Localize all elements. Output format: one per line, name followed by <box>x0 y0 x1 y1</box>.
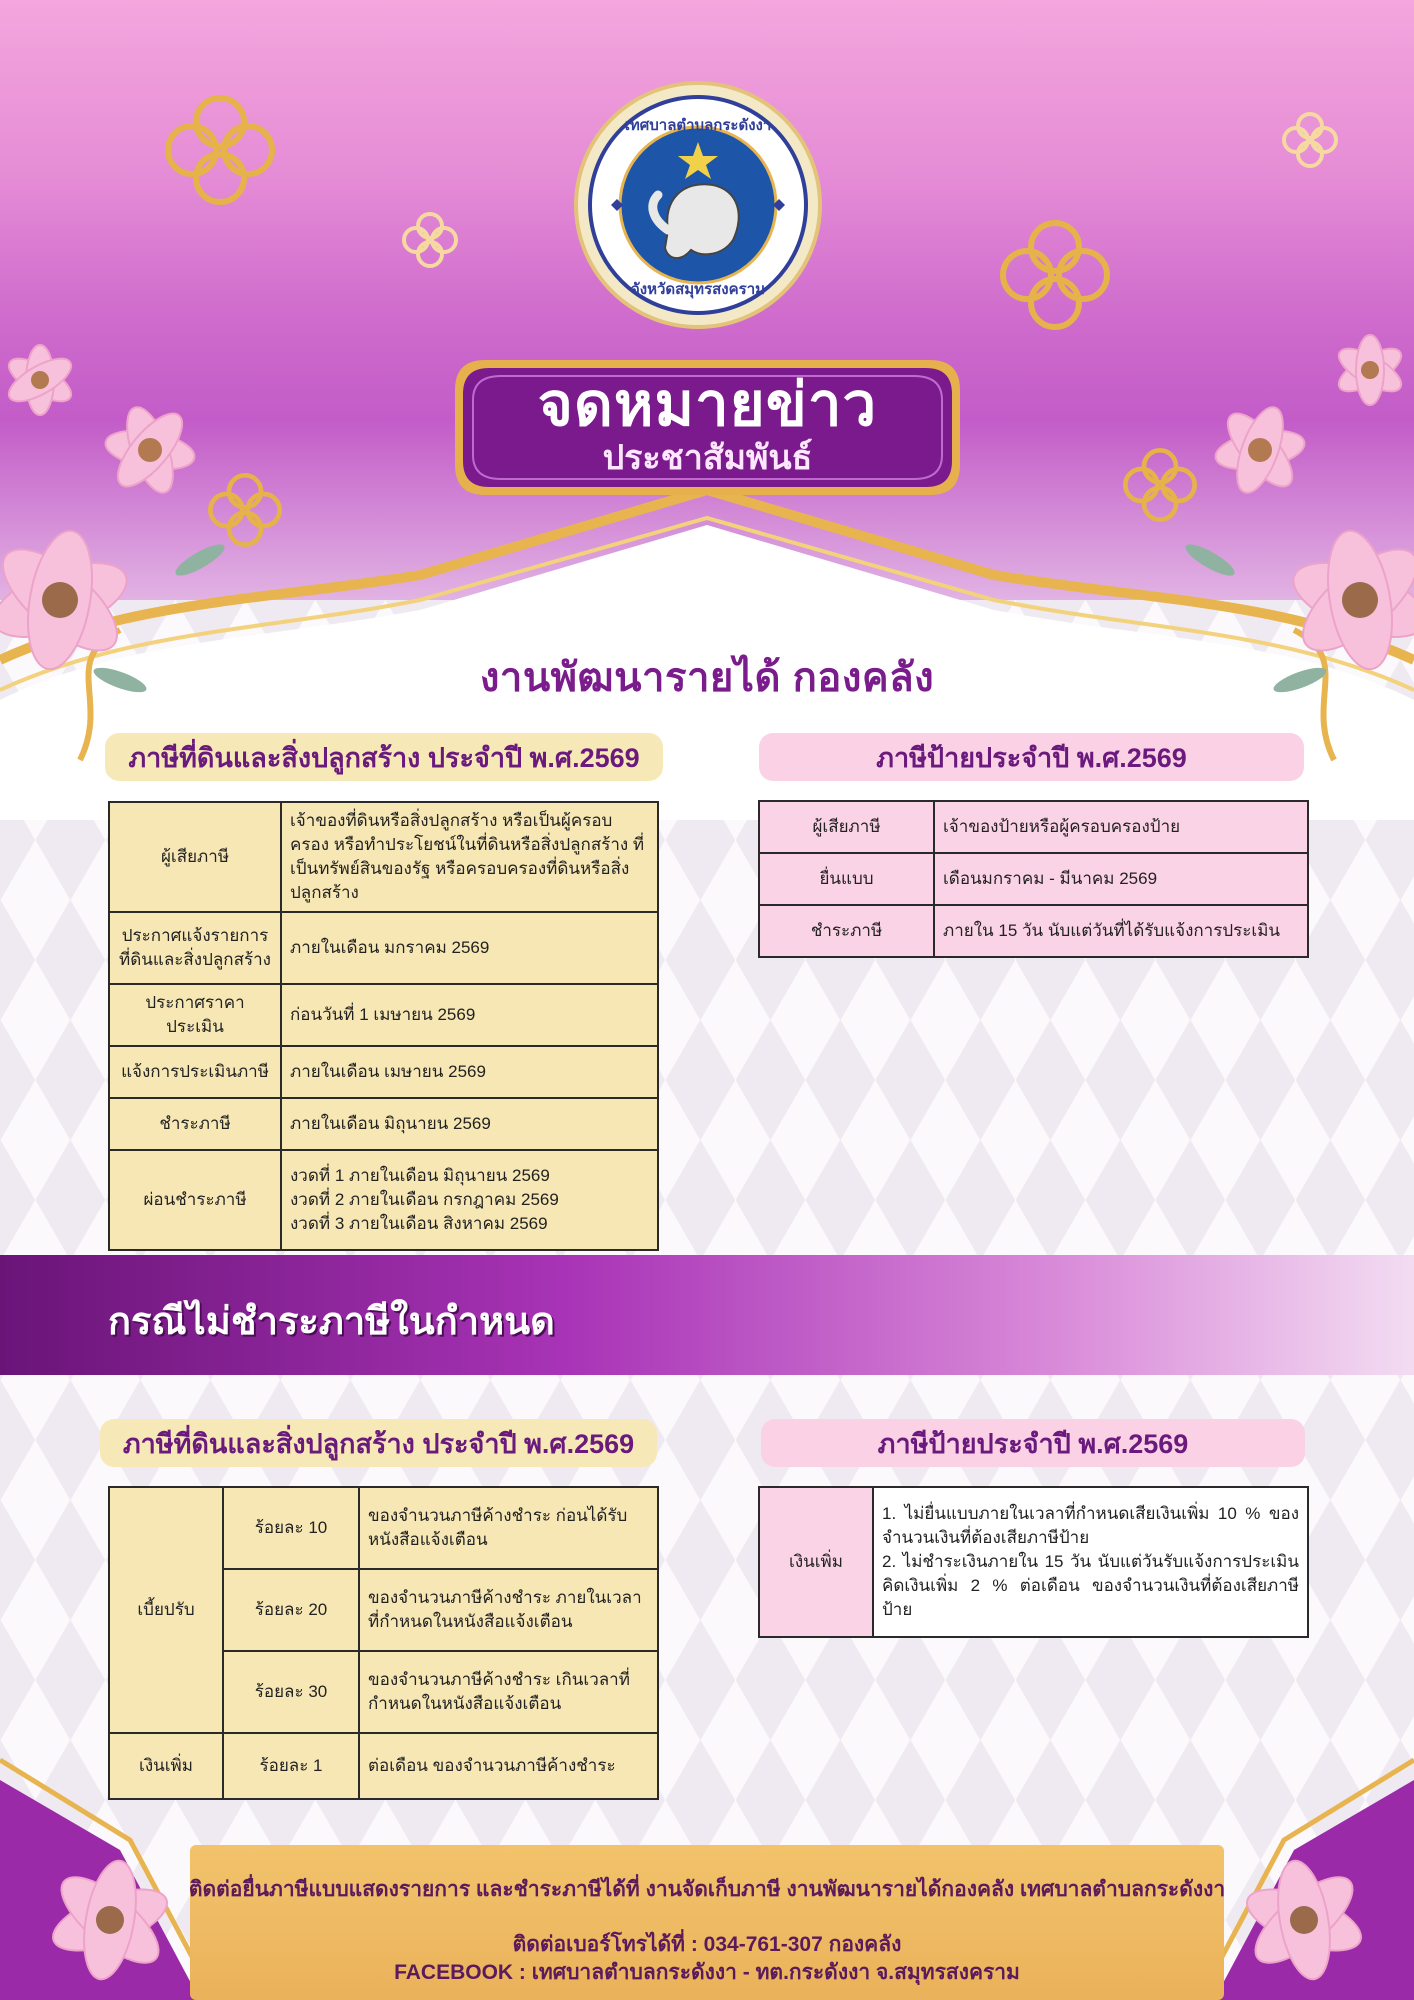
table-cell-value <box>281 1150 658 1250</box>
department-title: งานพัฒนารายได้ กองคลัง <box>479 656 935 700</box>
late-sign-tax-table <box>758 1486 1309 1638</box>
ornament-icon <box>160 90 280 210</box>
penalty-desc: ของจำนวนภาษีค้างชำระ ภายในเวลาที่กำหนดในหนังสือแจ้งเตือน <box>359 1569 658 1651</box>
table-row <box>109 802 658 912</box>
table-row <box>759 853 1308 905</box>
table-cell-value: เจ้าของที่ดินหรือสิ่งปลูกสร้าง หรือเป็นผู้ครอบครอง หรือทำประโยชน์ในที่ดินหรือสิ่งปลูกสร้าง ที่เป็นทรัพย์สินของรัฐ หรือครอบครองที่ดินหรือสิ่งปลูกสร้าง <box>281 802 658 912</box>
logo-ring-text: เทศบาลตำบลกระดังงา <box>624 116 772 134</box>
table-cell-label: ชำระภาษี <box>109 1098 281 1150</box>
penalty-rate: ร้อยละ 10 <box>223 1487 359 1569</box>
footer-phone-text: ติดต่อเบอร์โทรได้ที่ : 034-761-307 กองคลัง <box>512 1933 902 1956</box>
table-cell-label: ประกาศแจ้งรายการที่ดินและสิ่งปลูกสร้าง <box>109 912 281 984</box>
table-cell-label: ชำระภาษี <box>759 905 934 957</box>
late-land-tax-heading: ภาษีที่ดินและสิ่งปลูกสร้าง ประจำปี พ.ศ.2569 <box>100 1419 657 1467</box>
table-cell-value: ภายในเดือน มกราคม 2569 <box>281 912 658 984</box>
table-row <box>109 1046 658 1098</box>
table-cell-value: เดือนมกราคม - มีนาคม 2569 <box>934 853 1308 905</box>
table-row <box>759 1487 1308 1637</box>
table-row <box>109 1487 658 1569</box>
title-banner <box>455 372 960 478</box>
land-tax-schedule-table <box>108 801 659 1251</box>
land-tax-heading: ภาษีที่ดินและสิ่งปลูกสร้าง ประจำปี พ.ศ.2569 <box>105 733 663 781</box>
municipality-logo <box>573 80 823 330</box>
surcharge-label: เงินเพิ่ม <box>109 1733 223 1799</box>
penalty-desc: ของจำนวนภาษีค้างชำระ เกินเวลาที่กำหนดในหนังสือแจ้งเตือน <box>359 1651 658 1733</box>
footer-facebook-link[interactable]: FACEBOOK : เทศบาลตำบลกระดังงา - ทต.กระดังงา จ.สมุทรสงคราม <box>394 1961 1020 1984</box>
table-cell-label: แจ้งการประเมินภาษี <box>109 1046 281 1098</box>
table-cell-value: ก่อนวันที่ 1 เมษายน 2569 <box>281 984 658 1046</box>
installment-line: งวดที่ 1 ภายในเดือน มิถุนายน 2569 <box>290 1166 550 1185</box>
installment-line: งวดที่ 3 ภายในเดือน สิงหาคม 2569 <box>290 1214 548 1233</box>
late-sign-tax-heading: ภาษีป้ายประจำปี พ.ศ.2569 <box>761 1419 1305 1467</box>
table-row <box>109 984 658 1046</box>
penalty-desc: ของจำนวนภาษีค้างชำระ ก่อนได้รับหนังสือแจ้งเตือน <box>359 1487 658 1569</box>
ornament-icon <box>995 215 1115 335</box>
newsletter-subtitle: ประชาสัมพันธ์ <box>602 439 813 477</box>
surcharge-rate: ร้อยละ 1 <box>223 1733 359 1799</box>
penalty-label: เบี้ยปรับ <box>109 1487 223 1733</box>
table-cell-value: ภายในเดือน มิถุนายน 2569 <box>281 1098 658 1150</box>
sign-surcharge-desc <box>873 1487 1308 1637</box>
sign-surcharge-label: เงินเพิ่ม <box>759 1487 873 1637</box>
ornament-icon <box>1280 110 1340 170</box>
table-cell-value: ภายในเดือน เมษายน 2569 <box>281 1046 658 1098</box>
logo-ring-text: จังหวัดสมุทรสงคราม <box>630 280 766 298</box>
table-cell-value: เจ้าของป้ายหรือผู้ครอบครองป้าย <box>934 801 1308 853</box>
ornament-icon <box>400 210 460 270</box>
sign-surcharge-line: 2. ไม่ชำระเงินภายใน 15 วัน นับแต่วันรับแจ้งการประเมิน คิดเงินเพิ่ม 2 % ต่อเดือน ของจำนวนเงินที่ต้องเสียภาษีป้าย <box>882 1552 1299 1619</box>
penalty-rate: ร้อยละ 30 <box>223 1651 359 1733</box>
table-cell-label: ยื่นแบบ <box>759 853 934 905</box>
table-row <box>759 905 1308 957</box>
table-row <box>759 801 1308 853</box>
table-row <box>109 1098 658 1150</box>
table-cell-label: ผู้เสียภาษี <box>759 801 934 853</box>
footer-contact-text: ติดต่อยื่นภาษีแบบแสดงรายการ และชำระภาษีได้ที่ งานจัดเก็บภาษี งานพัฒนารายได้กองคลัง เทศบาลตำบลกระดังงา <box>188 1878 1226 1901</box>
late-payment-title: กรณีไม่ชำระภาษีในกำหนด <box>108 1301 555 1343</box>
table-cell-label: ผ่อนชำระภาษี <box>109 1150 281 1250</box>
newsletter-title: จดหมายข่าว <box>537 371 878 438</box>
table-cell-label: ผู้เสียภาษี <box>109 802 281 912</box>
table-row <box>109 1150 658 1250</box>
table-cell-value: ภายใน 15 วัน นับแต่วันที่ได้รับแจ้งการประเมิน <box>934 905 1308 957</box>
penalty-rate: ร้อยละ 20 <box>223 1569 359 1651</box>
sign-tax-heading: ภาษีป้ายประจำปี พ.ศ.2569 <box>759 733 1304 781</box>
installment-line: งวดที่ 2 ภายในเดือน กรกฎาคม 2569 <box>290 1190 559 1209</box>
surcharge-desc: ต่อเดือน ของจำนวนภาษีค้างชำระ <box>359 1733 658 1799</box>
table-row <box>109 912 658 984</box>
sign-tax-schedule-table <box>758 800 1309 958</box>
table-cell-label: ประกาศราคาประเมิน <box>109 984 281 1046</box>
sign-surcharge-line: 1. ไม่ยื่นแบบภายในเวลาที่กำหนดเสียเงินเพิ่ม 10 % ของจำนวนเงินที่ต้องเสียภาษีป้าย <box>882 1504 1299 1547</box>
